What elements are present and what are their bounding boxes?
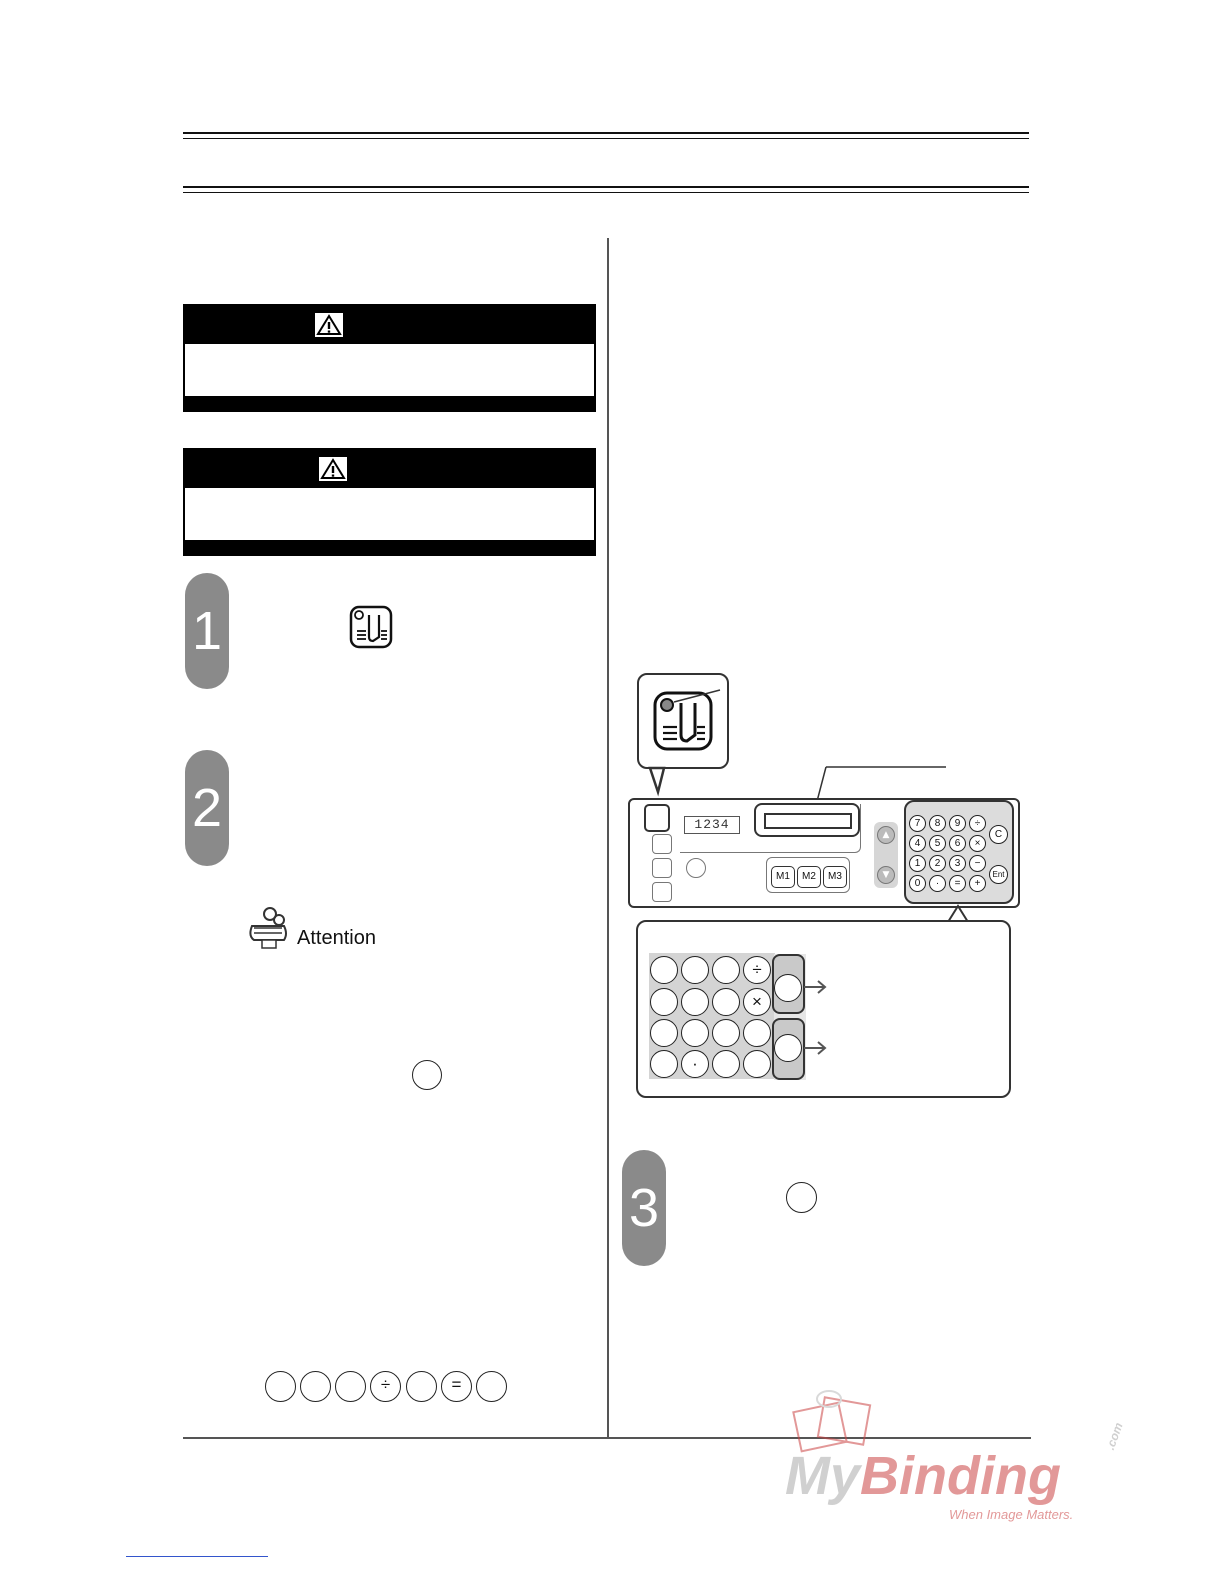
keypad-key[interactable]: 2 [929,855,946,872]
detail-key [743,1050,771,1078]
memory-key-m3[interactable]: M3 [823,866,847,888]
warning-header [185,450,594,488]
attention-label: Attention [297,927,376,949]
up-down-key-group [874,822,898,888]
warning-triangle-icon [319,457,347,485]
watermark-tagline: When Image Matters. [949,1507,1074,1522]
formula-key-sequence [265,1371,515,1403]
formula-key [406,1371,437,1402]
formula-key [265,1371,296,1402]
keypad-key-divide[interactable]: ÷ [969,815,986,832]
watermark-brand [785,1447,1061,1505]
keypad-key[interactable]: 0 [909,875,926,892]
watermark-brand-my: My [785,1446,861,1506]
rotate-icon [686,858,706,878]
lcd-display [754,803,860,837]
detail-side-key-top [774,974,802,1002]
counter-display: 1234 [684,816,740,834]
enter-key[interactable]: Ent [989,865,1008,884]
mode-button[interactable] [652,882,672,902]
detail-key [650,1050,678,1078]
memory-key-group [766,857,850,893]
detail-key-multiply: × [743,988,771,1016]
keypad-key[interactable]: 6 [949,835,966,852]
job-separation-button[interactable] [644,804,670,832]
warning-footer [185,540,594,554]
down-arrow-button[interactable]: ▼ [877,866,895,884]
detail-key-point: · [681,1050,709,1078]
up-arrow-button[interactable]: ▲ [877,826,895,844]
memory-key-m1[interactable]: M1 [771,866,795,888]
formula-key [335,1371,366,1402]
keypad-key[interactable]: 7 [909,815,926,832]
detail-key [650,956,678,984]
panel-keypad [909,815,1009,897]
inline-key-circle [412,1060,442,1090]
detail-key [681,956,709,984]
watermark-suffix: .com [1103,1420,1126,1452]
step-number-1: 1 [185,573,229,689]
detail-key [650,1019,678,1047]
header-rule-bottom-1 [183,186,1029,188]
step-number-2: 2 [185,750,229,866]
job-separation-key-icon [349,605,393,653]
formula-key-divide: ÷ [370,1371,401,1402]
watermark-brand-binding: Binding [860,1446,1061,1506]
warning-header [185,306,594,344]
keypad-key-minus[interactable]: − [969,855,986,872]
keypad-key-point[interactable]: · [929,875,946,892]
formula-key-equals: = [441,1371,472,1402]
keypad-key[interactable]: 8 [929,815,946,832]
detail-key [743,1019,771,1047]
mode-button[interactable] [652,834,672,854]
footer-link-underline [126,1556,268,1557]
header-rule-top-1 [183,132,1029,134]
page-title [183,146,1029,184]
keypad-key[interactable]: 1 [909,855,926,872]
watermark-logo [785,1387,1130,1527]
detail-key [712,1050,740,1078]
warning-footer [185,396,594,410]
keypad-key-plus[interactable]: + [969,875,986,892]
header-rule-bottom-2 [183,192,1029,193]
formula-key [300,1371,331,1402]
detail-key [712,956,740,984]
detail-key [681,988,709,1016]
keypad-key[interactable]: 9 [949,815,966,832]
keypad-key-equals[interactable]: = [949,875,966,892]
warning-text [185,344,594,360]
clear-key[interactable]: C [989,825,1008,844]
header-rule-top-2 [183,138,1029,139]
detail-key [650,988,678,1016]
formula-key [476,1371,507,1402]
mode-button[interactable] [652,858,672,878]
detail-keypad-keys [650,954,810,1084]
callout-pointer [640,680,960,800]
warning-box-2 [183,448,596,556]
detail-key [712,1019,740,1047]
keypad-key-multiply[interactable]: × [969,835,986,852]
keypad-key[interactable]: 5 [929,835,946,852]
warning-box-1 [183,304,596,412]
inline-key-circle [786,1182,817,1213]
clip-icon [244,906,294,956]
detail-key-divide: ÷ [743,956,771,984]
keypad-key[interactable]: 3 [949,855,966,872]
warning-text [185,488,594,504]
detail-side-key-bottom [774,1034,802,1062]
detail-key [712,988,740,1016]
memory-key-m2[interactable]: M2 [797,866,821,888]
detail-arrows [800,975,840,1065]
warning-triangle-icon [315,313,343,341]
column-divider [607,238,609,1438]
keypad-key[interactable]: 4 [909,835,926,852]
detail-key [681,1019,709,1047]
step-number-3: 3 [622,1150,666,1266]
